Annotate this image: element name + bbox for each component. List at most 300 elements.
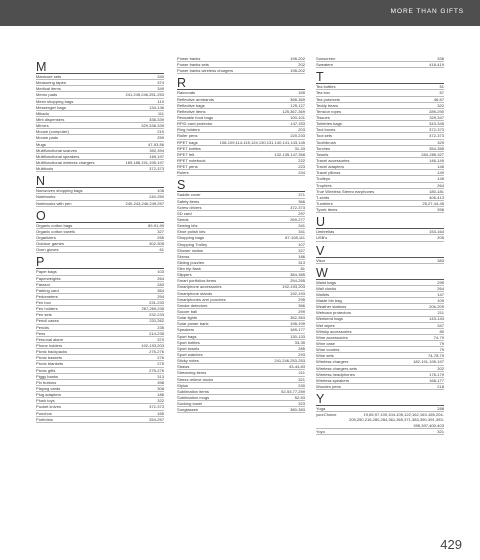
entry-term: Notebooks <box>36 194 56 200</box>
entry-term: Pedometers <box>36 293 58 299</box>
entry-pages: 178-179 <box>429 371 444 377</box>
entry-term: Reflective armbands <box>177 96 214 102</box>
entry-term: Organizers <box>36 234 56 240</box>
entry-pages: 165 <box>298 90 305 96</box>
entry-pages: 134-136 <box>149 104 164 110</box>
entry-pages: 384-385 <box>290 272 305 278</box>
section-letter: R <box>177 77 305 90</box>
entry-pages: 313 <box>298 259 305 265</box>
entry-term: Skross <box>177 253 190 259</box>
entry-pages: 352-353 <box>290 315 305 321</box>
section-letter: S <box>177 179 305 192</box>
entry-pages: 192-193,203 <box>141 343 164 349</box>
entry-pages: 289-290 <box>429 108 444 114</box>
entry-term: Rulers <box>177 170 189 176</box>
entry-term: RPET bottles <box>177 145 201 151</box>
entry-pages: 299 <box>298 309 305 315</box>
entry-pages: 322 <box>437 102 444 108</box>
entry-pages: 321 <box>437 428 444 434</box>
entry-term: True Wireless Stereo earphones <box>316 188 375 194</box>
entry-term: yourChoice <box>316 412 337 418</box>
entry-term: Mouse pads <box>36 135 59 141</box>
entry-term: Sport bottles <box>177 339 200 345</box>
entry-pages: 267,269,235 <box>141 306 164 312</box>
index-entry <box>36 417 164 423</box>
entry-term: Notebooks with pen <box>36 200 72 206</box>
entry-term: Soccer ball <box>177 309 198 315</box>
entry-pages: 79 <box>439 341 444 347</box>
entry-pages: 294 <box>157 293 164 299</box>
entry-term: Ring holders <box>177 127 200 133</box>
entry-term: Safety items <box>177 198 200 204</box>
entry-term: Mouse (computer) <box>36 129 69 135</box>
section-letter: T <box>316 71 444 84</box>
entry-pages: 354-355 <box>429 145 444 151</box>
entry-term: Mikado <box>36 110 50 116</box>
entry-term: Mirrors <box>36 123 49 129</box>
entry-pages: 192-193,203 <box>282 284 305 290</box>
entry-pages: 372-373 <box>290 204 305 210</box>
entry-term: RPET felt <box>177 151 195 157</box>
entry-pages: 182-191,195-197 <box>413 359 444 365</box>
entry-pages: 74-79 <box>433 334 444 340</box>
entry-term: Plug adapters <box>36 392 61 398</box>
index-entry <box>316 62 444 68</box>
index-section <box>316 267 444 391</box>
entry-pages: 205 <box>437 235 444 241</box>
entry-term: Measuring tapes <box>36 80 66 86</box>
index-entry <box>316 412 444 428</box>
entry-term: Pen sets <box>36 312 52 318</box>
entry-term: Sunscreen <box>316 56 336 61</box>
entry-pages: 329 <box>437 139 444 145</box>
entry-term: Wireless chargers <box>316 359 349 365</box>
entry-pages: 372-373 <box>429 133 444 139</box>
entry-term: Trophies <box>316 182 332 188</box>
index-entry <box>36 247 164 253</box>
entry-pages: 380-383 <box>290 407 305 413</box>
entry-term: Oven gloves <box>36 247 59 253</box>
entry-pages: 145 <box>437 176 444 182</box>
entry-term: Wallets <box>316 291 330 297</box>
index-section <box>36 256 164 423</box>
entry-pages: 25,27,44-45 <box>422 200 444 206</box>
entry-term: Pencils <box>36 324 50 330</box>
entry-term: Weather stations <box>316 304 347 310</box>
entry-term: Tool sets <box>316 133 332 139</box>
entry-term: RPET bags <box>177 139 198 145</box>
entry-term: Pocket knives <box>36 404 61 410</box>
entry-pages: 81 <box>300 266 305 272</box>
entry-pages: 132-135,147,358 <box>274 151 305 157</box>
entry-term: Picnic backpacks <box>36 349 68 355</box>
entry-term: Teddy bears <box>316 102 339 108</box>
entry-term: Sport towels <box>177 345 200 351</box>
entry-term: Wall clocks <box>316 285 337 291</box>
entry-pages: 33-35 <box>294 339 305 345</box>
entry-pages: 372-373 <box>149 404 164 410</box>
entry-pages: 186 <box>298 253 305 259</box>
entry-pages: 153-164 <box>429 229 444 235</box>
entry-term: Sublimation mugs <box>177 395 210 401</box>
entry-pages: 370 <box>157 336 164 342</box>
entry-pages: 110 <box>157 98 164 104</box>
entry-term: Tumblers <box>316 200 333 206</box>
index-entry <box>36 166 164 172</box>
entry-pages: 79 <box>439 347 444 353</box>
entry-term: Sweaters <box>316 62 333 68</box>
entry-term: Solar power bank <box>177 321 209 327</box>
entry-term: Multifunctional speakers <box>36 153 80 159</box>
entry-pages: 198-202 <box>290 68 305 74</box>
entry-pages: 198-199 <box>290 321 305 327</box>
entry-pages: 323 <box>298 401 305 407</box>
entry-pages: 125,127 <box>290 102 305 108</box>
entry-pages: 80 <box>439 328 444 334</box>
entry-term: Seeds <box>177 216 189 222</box>
entry-pages: 284-285,327 <box>421 151 444 157</box>
index-section <box>316 393 444 435</box>
entry-pages: 288 <box>437 406 444 412</box>
entry-term: Wine sets <box>316 353 334 359</box>
entry-term: Shopping bags <box>177 235 205 241</box>
entry-pages: 235 <box>157 324 164 330</box>
entry-term: Umbrellas <box>316 229 335 235</box>
entry-pages: 169,188,191,195-197 <box>125 159 164 165</box>
entry-pages: 146-149 <box>429 157 444 163</box>
entry-term: Sport watches <box>177 352 203 358</box>
entry-term: Tea box <box>316 90 331 96</box>
entry-pages: 338-339 <box>149 116 164 122</box>
entry-term: Reflective items <box>177 108 206 114</box>
entry-pages: 169-177 <box>290 327 305 333</box>
entry-pages: 87-108,111 <box>285 235 305 241</box>
entry-term: Slim hip flask <box>177 266 201 272</box>
index-entry <box>316 384 444 390</box>
entry-pages: 240-243,246,249,257 <box>125 200 164 206</box>
section-letter: M <box>36 61 164 74</box>
entry-term: Reusable food bags <box>177 114 213 120</box>
entry-pages: 149 <box>437 170 444 176</box>
entry-term: Smart portfolios items <box>177 278 217 284</box>
index-entry <box>316 207 444 213</box>
page-number: 429 <box>440 537 462 552</box>
index-entry <box>316 258 444 264</box>
entry-pages: 47-53,56 <box>148 141 164 147</box>
entry-pages: 130-133 <box>290 333 305 339</box>
index-column-2 <box>177 56 305 413</box>
entry-term: Pens <box>36 330 46 336</box>
entry-term: Organic cotton bags <box>36 222 73 228</box>
entry-pages: 329,347 <box>429 114 444 120</box>
entry-term: Portfolios <box>36 416 53 422</box>
entry-pages: 265 <box>157 234 164 240</box>
entry-term: Tension ropes <box>316 108 342 114</box>
entry-pages: 107 <box>298 241 305 247</box>
entry-term: Yoyo <box>316 428 325 434</box>
entry-pages: 327 <box>298 247 305 253</box>
entry-pages: 321 <box>298 376 305 382</box>
entry-pages: 241,246,253-253 <box>274 358 305 364</box>
entry-pages: 109 <box>437 298 444 304</box>
entry-term: Towels <box>316 151 329 157</box>
index-entry <box>177 407 305 413</box>
entry-term: Power banks sets <box>177 62 209 68</box>
entry-pages: 46,57 <box>433 96 444 102</box>
entry-pages: 169,197 <box>149 153 164 159</box>
entry-pages: 275 <box>157 361 164 367</box>
entry-pages: 232-233 <box>149 312 164 318</box>
top-banner <box>0 0 480 26</box>
entry-term: Phone holders <box>36 343 63 349</box>
section-letter: O <box>36 210 164 223</box>
index-section <box>177 56 305 74</box>
entry-term: Wine coolers <box>316 347 340 353</box>
entry-pages: 341 <box>298 223 305 229</box>
entry-term: Mint dispensers <box>36 116 65 122</box>
entry-term: Shower radios <box>177 247 203 253</box>
index-section <box>36 61 164 172</box>
entry-pages: 371 <box>298 192 305 198</box>
entry-term: Medical items <box>36 86 61 92</box>
entry-pages: 103 <box>157 269 164 275</box>
entry-term: Plush toys <box>36 398 55 404</box>
entry-term: Slippers <box>177 272 192 278</box>
index-entry <box>36 201 164 207</box>
entry-term: Webcam protectors <box>316 310 352 316</box>
entry-term: Visor <box>316 257 326 263</box>
entry-pages: 374 <box>157 80 164 86</box>
entry-pages: 254-257 <box>149 416 164 422</box>
entry-term: Whisky accessories <box>316 328 352 334</box>
entry-pages: 329,338-339 <box>141 123 164 129</box>
entry-term: Smartphone accessories <box>177 284 222 290</box>
entry-pages: 111 <box>157 110 164 116</box>
entry-term: RPET notebook <box>177 157 206 163</box>
entry-pages: 108-109,114-115,124,130,131,140,141,143,145 <box>219 139 305 145</box>
entry-pages: 220,233 <box>290 133 305 139</box>
entry-pages: 336 <box>437 56 444 61</box>
entry-term: Parking card <box>36 287 59 293</box>
section-letter: P <box>36 256 164 269</box>
entry-pages: 341 <box>298 229 305 235</box>
entry-term: RFID card protector <box>177 121 213 127</box>
entry-term: Pen box <box>36 300 51 306</box>
entry-pages: 211 <box>437 310 444 316</box>
section-letter: V <box>316 245 444 258</box>
entry-pages: 211 <box>298 370 305 376</box>
entry-pages: 302-305 <box>149 241 164 247</box>
entry-term: Parasol <box>36 281 50 287</box>
entry-pages: 168-177 <box>429 377 444 383</box>
index-section <box>316 216 444 241</box>
entry-term: Messenger bags <box>36 104 66 110</box>
entry-pages: 202 <box>437 365 444 371</box>
entry-pages: 89-91,99 <box>148 222 164 228</box>
entry-term: Wireless chargers sets <box>316 365 357 371</box>
entry-pages: 264 <box>157 275 164 281</box>
entry-term: USB's <box>316 235 328 241</box>
entry-pages: 43-44,83 <box>289 364 305 370</box>
entry-term: Paper bags <box>36 269 57 275</box>
entry-term: Memo pads <box>36 92 58 98</box>
entry-term: Travel accessories <box>316 157 350 163</box>
entry-term: Raincoats <box>177 90 195 96</box>
entry-pages: 308 <box>157 386 164 392</box>
entry-term: Sucking towel <box>177 401 202 407</box>
entry-term: Stylus <box>177 382 189 388</box>
entry-pages: 165 <box>157 410 164 416</box>
section-letter: W <box>316 267 444 280</box>
entry-pages: 19,65,97,100,104-105,122,162,163-165,204-205,250,215,280,284,361,369,371,383,390-391,393-395,397,400-403 <box>349 412 444 428</box>
entry-term: Personal alarm <box>36 336 64 342</box>
entry-pages: 295 <box>298 296 305 302</box>
entry-term: Mugs <box>36 141 46 147</box>
entry-pages: 230 <box>298 382 305 388</box>
entry-pages: 418-419 <box>429 62 444 68</box>
entry-pages: 240-250 <box>149 194 164 200</box>
entry-pages: 283 <box>157 281 164 287</box>
entry-term: Toothbrush <box>316 139 337 145</box>
index-entry <box>177 170 305 176</box>
entry-term: Waist bags <box>316 279 336 285</box>
entry-pages: 295 <box>437 279 444 285</box>
entry-term: Picnic blankets <box>36 361 63 367</box>
entry-pages: 234 <box>298 170 305 176</box>
entry-pages: 322 <box>157 398 164 404</box>
entry-term: Smoke detectors <box>177 302 208 308</box>
entry-term: Mesh shopping bags <box>36 98 74 104</box>
index-entry <box>316 235 444 241</box>
index-section <box>36 175 164 206</box>
entry-pages: 231-233 <box>149 300 164 306</box>
entry-term: Ponchos <box>36 410 52 416</box>
entry-pages: 383 <box>437 257 444 263</box>
entry-pages: 57 <box>439 90 444 96</box>
entry-term: Paperweights <box>36 275 61 281</box>
entry-pages: 202 <box>298 62 305 68</box>
entry-pages: 222 <box>298 157 305 163</box>
entry-term: Travel pillows <box>316 170 341 176</box>
entry-pages: 269-277 <box>290 216 305 222</box>
entry-term: Multifunctional scarves <box>36 147 77 153</box>
entry-pages: 231,262 <box>149 318 164 324</box>
entry-term: Picnic baskets <box>36 355 62 361</box>
entry-term: Manicure sets <box>36 74 62 79</box>
entry-term: Straws <box>177 364 190 370</box>
entry-term: Outdoor games <box>36 241 64 247</box>
entry-term: Nonwoven shopping bags <box>36 188 83 194</box>
entry-term: Smartphone stands <box>177 290 213 296</box>
entry-pages: 100-101 <box>290 114 305 120</box>
entry-term: Toiletries bags <box>316 121 342 127</box>
entry-pages: 347 <box>437 322 444 328</box>
entry-pages: 206-209 <box>429 304 444 310</box>
entry-pages: 264 <box>437 285 444 291</box>
entry-pages: 146 <box>437 164 444 170</box>
entry-term: Power banks wireless chargers <box>177 68 234 74</box>
entry-pages: 74-78,79 <box>428 353 444 359</box>
entry-pages: 396 <box>437 207 444 213</box>
entry-term: Shopping Trolley <box>177 241 208 247</box>
entry-pages: 313 <box>157 373 164 379</box>
entry-term: Reflective bags <box>177 102 205 108</box>
entry-pages: 186 <box>157 392 164 398</box>
entry-term: Organic cotton towels <box>36 228 75 234</box>
entry-pages: 398 <box>157 379 164 385</box>
entry-term: Playing cards <box>36 386 61 392</box>
entry-term: Pen holders <box>36 306 58 312</box>
entry-pages: 52-53,77,259 <box>281 388 305 394</box>
entry-term: SD card <box>177 210 192 216</box>
entry-term: Screw drivers <box>177 204 202 210</box>
entry-term: Piggy banks <box>36 373 59 379</box>
entry-pages: 218 <box>437 384 444 390</box>
entry-term: Speakers <box>177 327 195 333</box>
entry-pages: 214-235 <box>149 330 164 336</box>
entry-pages: 293 <box>298 352 305 358</box>
entry-term: Solar lights <box>177 315 198 321</box>
entry-term: Tea bottles <box>316 84 336 90</box>
index-column-1 <box>36 58 164 423</box>
entry-pages: 366 <box>298 302 305 308</box>
entry-term: Trolleys <box>316 176 331 182</box>
entry-pages: 143-144 <box>429 316 444 322</box>
entry-term: Travel adapters <box>316 164 344 170</box>
entry-term: Sport bags <box>177 333 197 339</box>
entry-term: Sticky notes <box>177 358 199 364</box>
entry-term: Sublimation items <box>177 388 209 394</box>
entry-term: Wireless headphones <box>316 371 355 377</box>
entry-term: RPET pens <box>177 164 198 170</box>
entry-term: Wet wipes <box>316 322 335 328</box>
entry-pages: 254-255 <box>290 278 305 284</box>
entry-pages: 364 <box>157 287 164 293</box>
entry-term: Sewing kits <box>177 223 198 229</box>
entry-term: Tyvek items <box>316 207 338 213</box>
entry-pages: 241,245,246,251-253 <box>125 92 164 98</box>
section-letter: Y <box>316 393 444 406</box>
entry-term: Smartphones arm pouches <box>177 296 226 302</box>
entry-pages: 125,367-369 <box>282 108 305 114</box>
entry-pages: 406-413 <box>429 194 444 200</box>
entry-pages: 223 <box>298 164 305 170</box>
entry-pages: 51 <box>439 84 444 90</box>
entry-pages: 343-345 <box>429 121 444 127</box>
entry-term: Tea pots/sets <box>316 96 340 102</box>
index-section <box>316 245 444 264</box>
entry-term: Wine accessories <box>316 334 348 340</box>
entry-pages: 259 <box>157 135 164 141</box>
entry-term: Waste bin bag <box>316 298 342 304</box>
entry-pages: 340 <box>157 74 164 79</box>
entry-term: Yoga <box>316 406 326 412</box>
entry-pages: 392,394 <box>149 147 164 153</box>
index-entry <box>177 68 305 74</box>
entry-term: Weekend bags <box>316 316 343 322</box>
entry-pages: 276 <box>157 355 164 361</box>
entry-term: Pencil cases <box>36 318 59 324</box>
entry-term: Streaming items <box>177 370 207 376</box>
entry-pages: 203 <box>298 127 305 133</box>
entry-pages: 372-373 <box>149 166 164 172</box>
entry-term: Roller pens <box>177 133 198 139</box>
entry-term: Sliding puzzles <box>177 259 204 265</box>
entry-pages: 198-202 <box>290 56 305 61</box>
entry-term: Wireless speakers <box>316 377 350 383</box>
entry-term: Picnic gifts <box>36 367 56 373</box>
entry-pages: 61 <box>159 247 164 253</box>
